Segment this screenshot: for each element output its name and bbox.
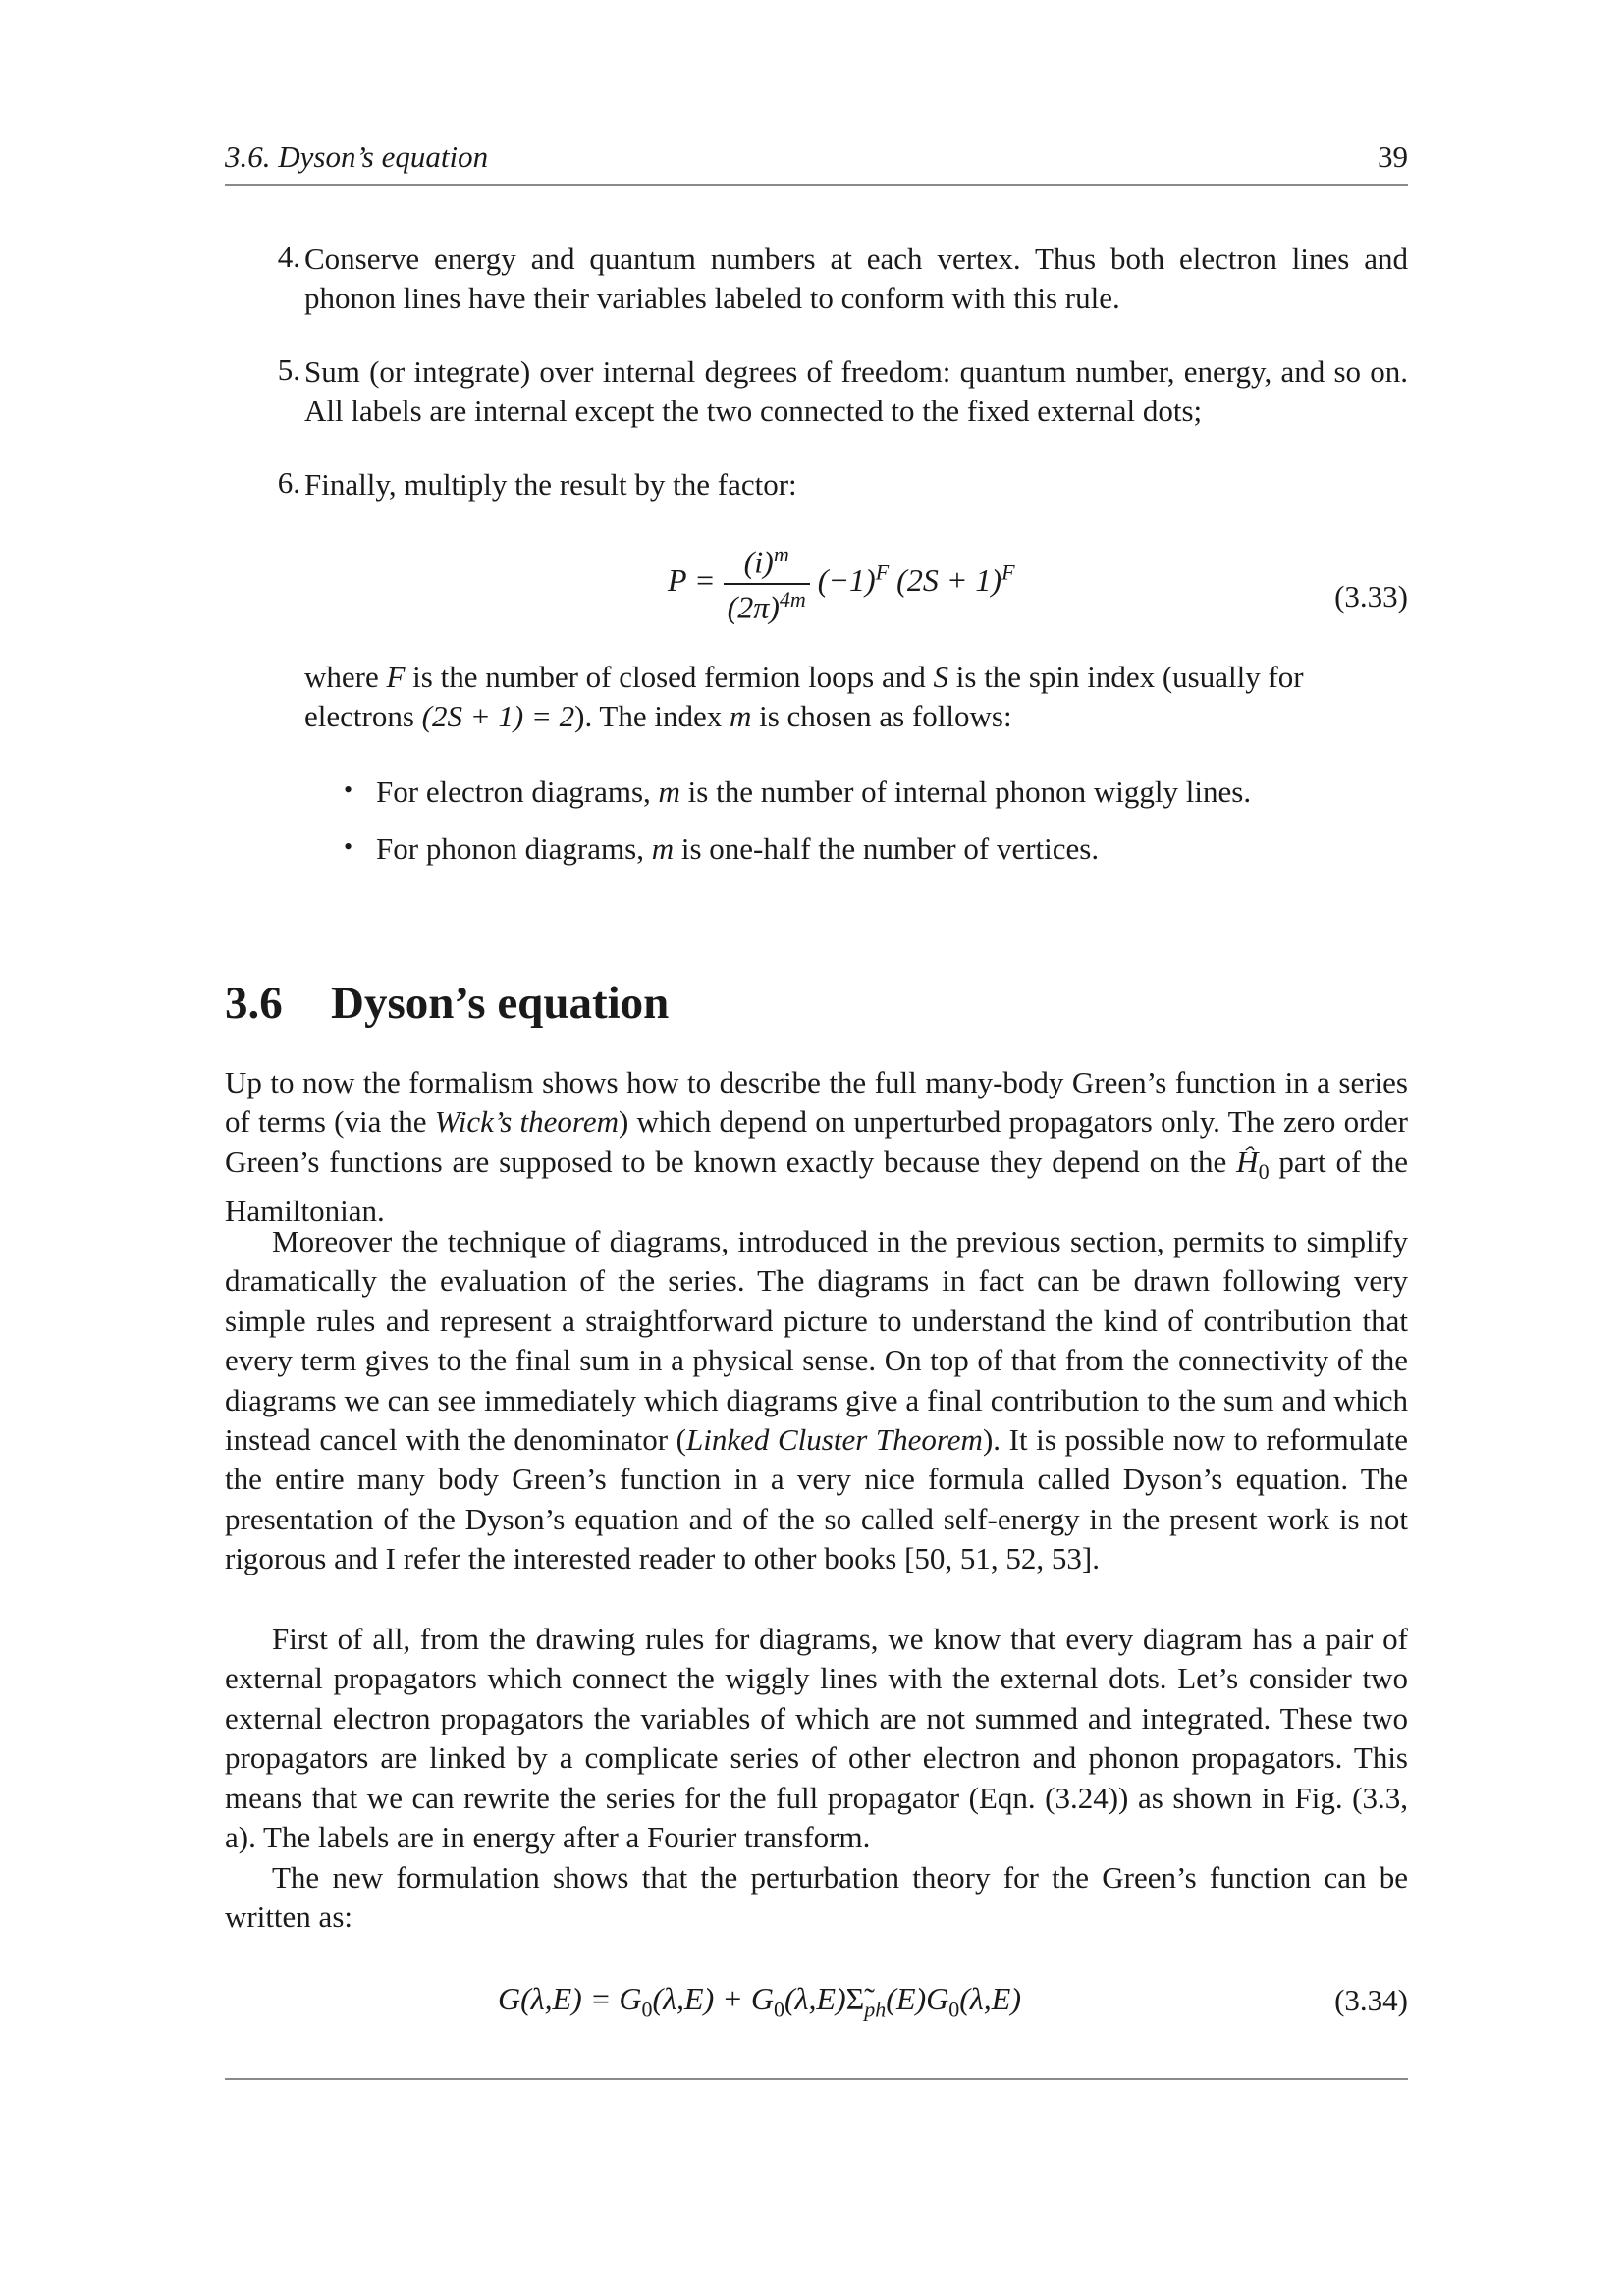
eqn-lhs: P = (668, 562, 716, 598)
bullet-icon: • (344, 832, 353, 861)
bullet-icon: • (344, 775, 353, 804)
where-line-2: electrons (2S + 1) = 2). The index m is chosen as follows: (304, 699, 1012, 734)
body-paragraph: The new formulation shows that the perturbation theory for the Green’s function can be written as: (225, 1860, 1408, 1935)
eqn-denominator: $(2\pi)^{4m}$ (727, 586, 806, 625)
page-number: 39 (1378, 139, 1408, 174)
bullet-item: For phonon diagrams, m is one-half the number of vertices. (376, 831, 1100, 866)
list-item-number: 6. (277, 465, 300, 500)
eqn-fraction (724, 542, 810, 625)
section-number: 3.6 (225, 978, 283, 1029)
list-item-text: Finally, multiply the result by the factor: (304, 467, 797, 502)
section-title: Dyson’s equation (331, 978, 670, 1029)
where-line-1: where F is the number of closed fermion loops and S is the spin index (usually for (304, 660, 1304, 694)
where-paragraph (304, 658, 1408, 737)
list-item-number: 4. (277, 240, 300, 274)
equation-label: (3.34) (1334, 1983, 1408, 2017)
list-item-number: 5. (277, 352, 300, 387)
body-paragraph: First of all, from the drawing rules for diagrams, we know that every diagram has a pair of external propagators which connect the wiggly lines with the external dots. Let’s consider two external electron propagators the variables of which are not summed and integrated. These two propagators are linked by a complicate series of other electron and phonon propagators. This means that we can rewrite the series for the full propagator (Eqn. (3.24)) as shown in Fig. (3.3, a). The labels are in energy after a Fourier transform. (225, 1622, 1408, 1855)
body-paragraph: Moreover the technique of diagrams, introduced in the previous section, permits to simplify dramatically the evaluation of the series. The diagrams in fact can be drawn following very simple rules and represent a straightforward picture to understand the kind of contribution that every term gives to the final sum in a physical sense. On top of that from the connectivity of the diagrams we can see immediately which diagrams give a final contribution to the sum and which instead cancel with the denominator (Linked Cluster Theorem). It is possible now to reformulate the entire many body Green’s function in a very nice formula called Dyson’s equation. The presentation of the Dyson’s equation and of the so called self-energy in the present work is not rigorous and I refer the interested reader to other books [50, 51, 52, 53]. (225, 1224, 1408, 1576)
eqn-factor-spin: $(2S + 1)^F$ (896, 560, 1015, 598)
body-paragraph: Up to now the formalism shows how to describe the full many-body Green’s function in a series of terms (via the Wick’s theorem) which depend on unperturbed propagators only. The zero order Green’s functions are supposed to be known exactly because they depend on the $Ĥ_0$ part of the Hamiltonian. (225, 1065, 1408, 1229)
running-header-title: 3.6. Dyson’s equation (225, 139, 489, 174)
equation-label: (3.33) (1334, 579, 1408, 614)
list-item-text: Conserve energy and quantum numbers at each vertex. Thus both electron lines and phonon lines have their variables labeled to conform with this rule. (304, 241, 1408, 315)
eqn-numerator: $(i)^m$ (724, 542, 810, 585)
list-item-text: Sum (or integrate) over internal degrees of freedom: quantum number, energy, and so on. All labels are internal except the two connected to the fixed external dots; (304, 354, 1408, 428)
equation-3-34: $G(\lambda,E) = G_0(\lambda,E)$ + $G_0(\lambda,E)\Sigmã_{ph}(E)G_0(\lambda,E)$ (498, 1981, 1021, 2022)
equation-3-33 (668, 542, 1015, 625)
header-rule (225, 184, 1408, 186)
eqn-factor-sign: $(-1)^F$ (817, 560, 890, 598)
bullet-item: For electron diagrams, m is the number of internal phonon wiggly lines. (376, 774, 1252, 809)
footer-rule (225, 2078, 1408, 2080)
